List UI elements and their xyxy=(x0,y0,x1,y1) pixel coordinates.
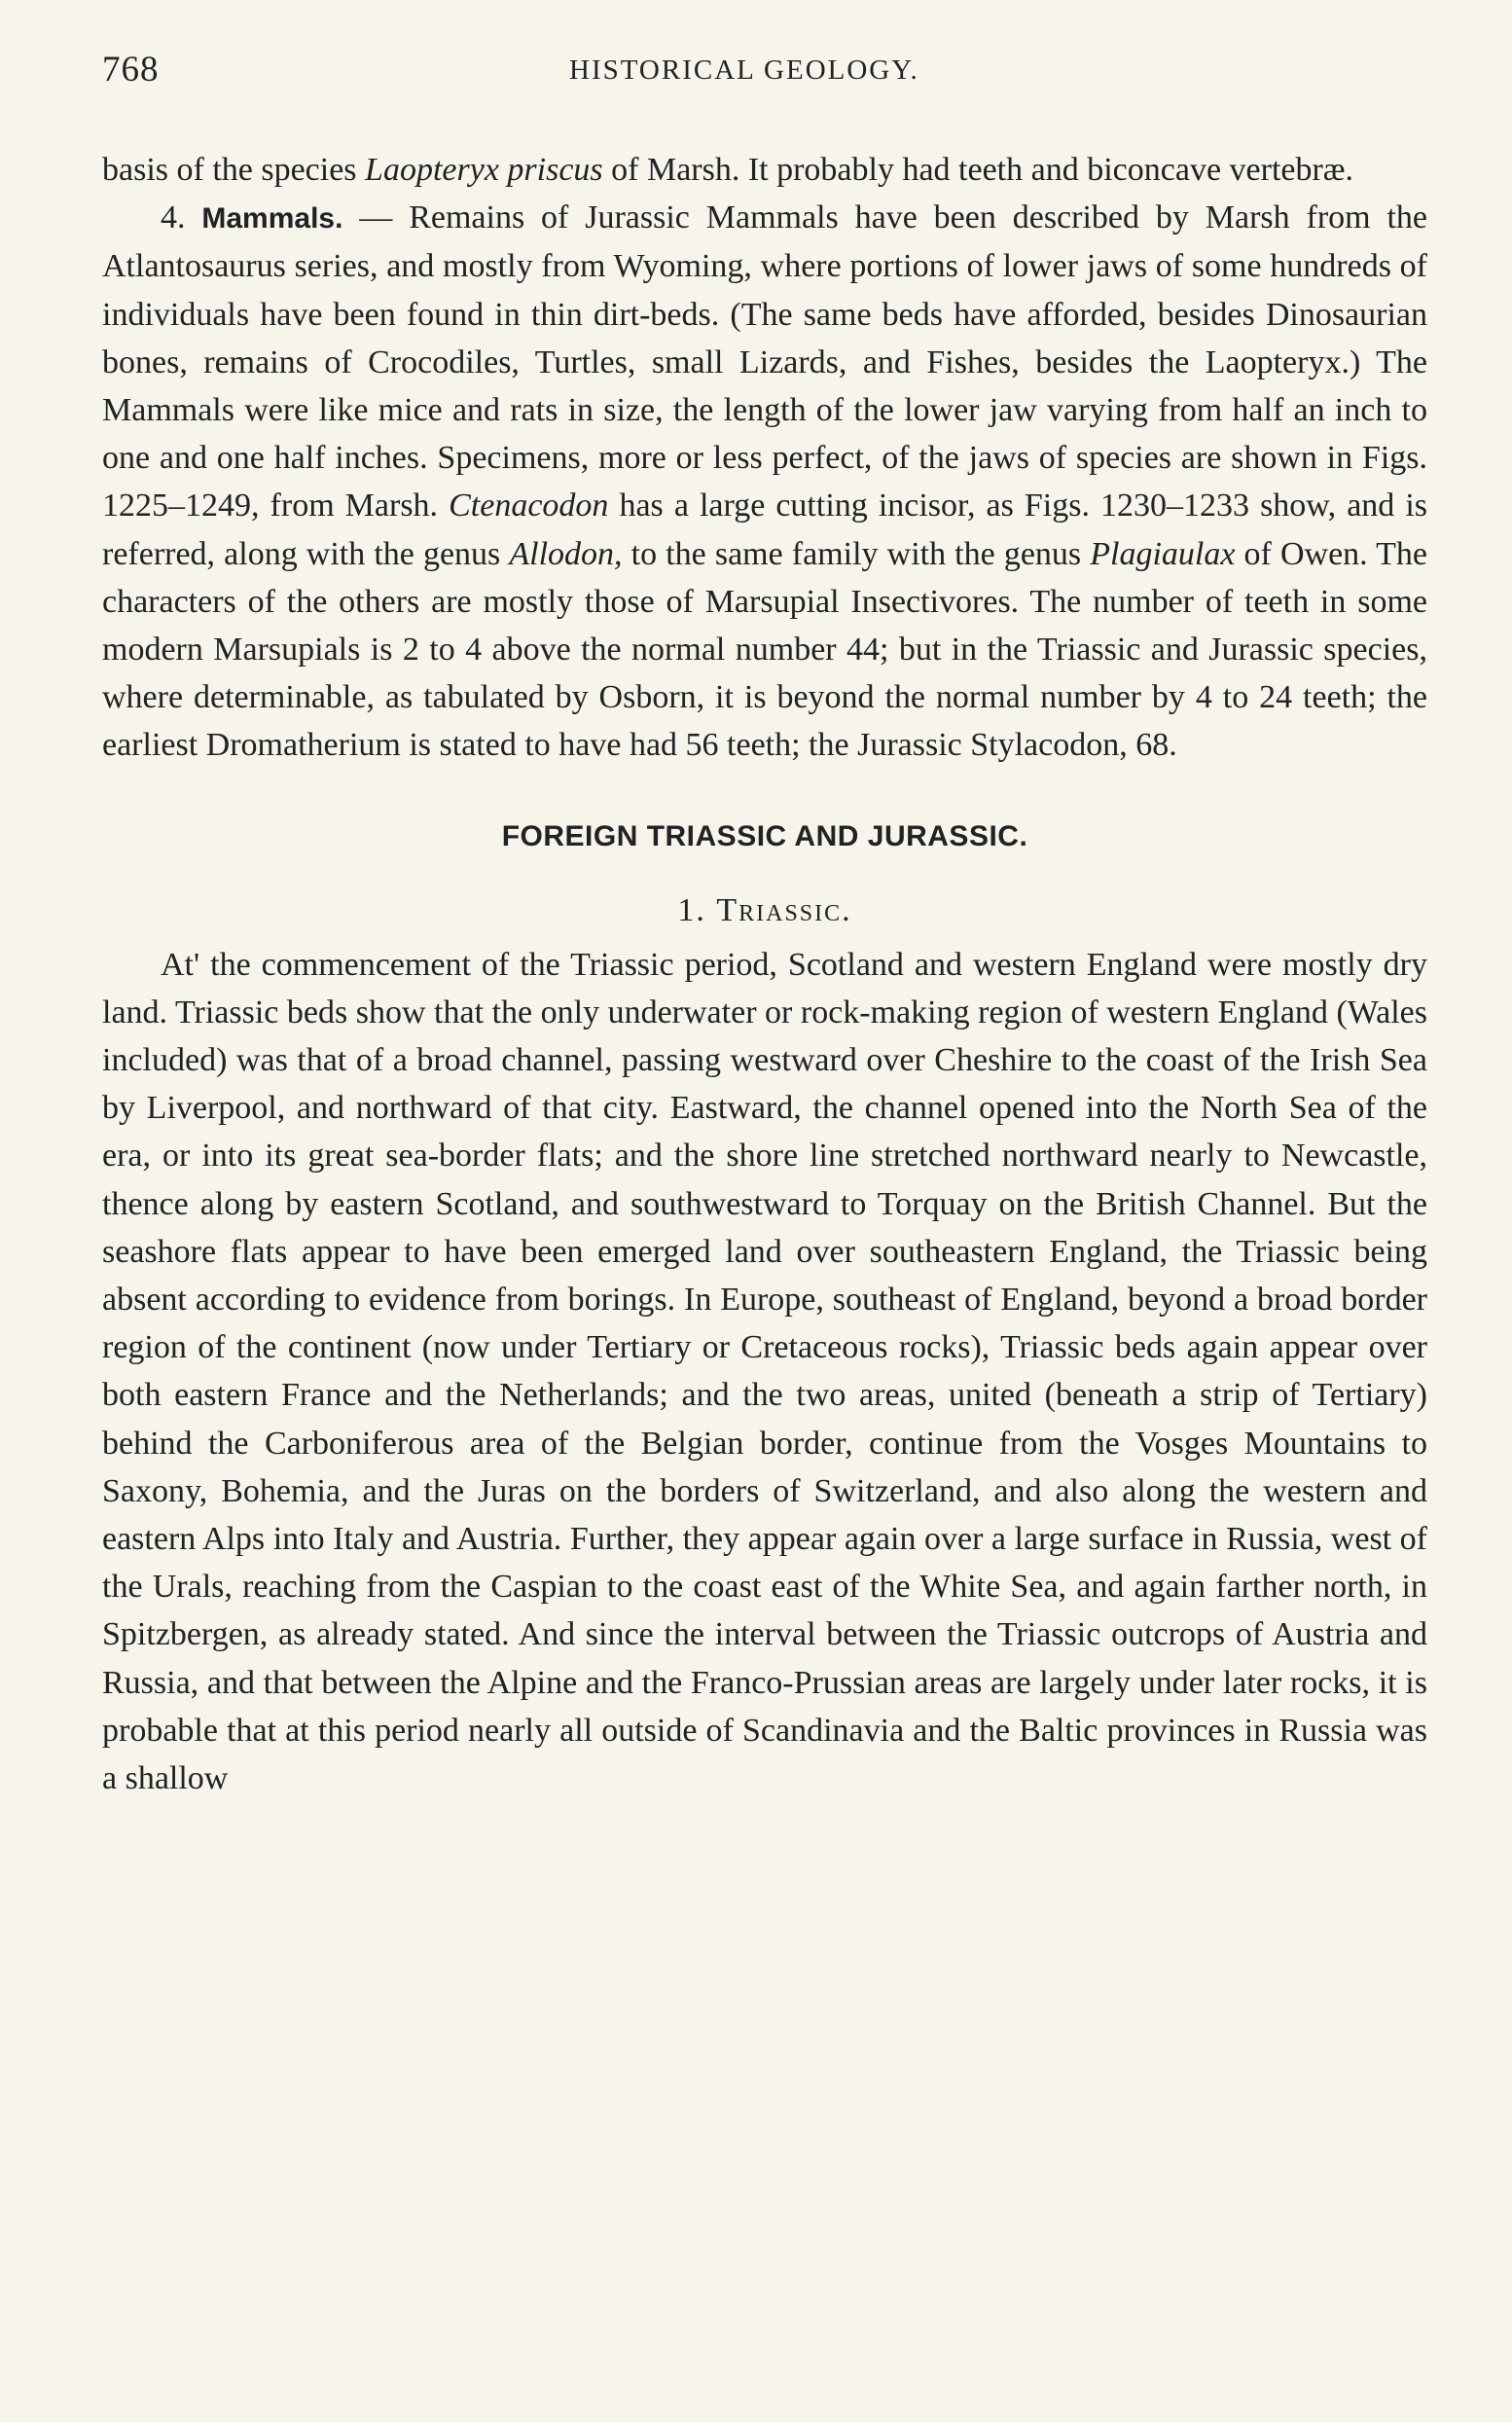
page-body xyxy=(102,146,1427,1802)
text-run: to the same family with the genus xyxy=(622,535,1091,572)
text-run: of Marsh. It probably had teeth and biconcave vertebræ. xyxy=(602,152,1353,188)
text-run: basis of the species xyxy=(102,152,366,188)
subsection-title: Triassic. xyxy=(716,891,852,928)
subsection-heading xyxy=(102,886,1427,935)
genus-name: Allodon, xyxy=(509,535,623,572)
running-title: HISTORICAL GEOLOGY. xyxy=(569,54,919,86)
text-run: — Remains of Jurassic Mammals have been described by Marsh from the Atlantosaurus series, and mostly from Wyoming, where portions of lower jaws of some hundreds of individuals have been found in thin dirt-beds. (The same beds have afforded, besides Dinosaurian bones, remains of Crocodiles, Turtles, small Lizards, and Fishes, besides the Laopteryx.) The Mammals were like mice and rats in size, the length of the lower jaw varying from half an inch to one and one half inches. Specimens, more or less perfect, of the jaws of species are shown in Figs. 1225–1249, from Marsh. xyxy=(102,199,1427,524)
genus-name: Plagiaulax xyxy=(1090,535,1236,572)
species-name: Laopteryx priscus xyxy=(365,152,603,188)
item-number: 4. xyxy=(161,199,202,236)
section-heading: FOREIGN TRIASSIC AND JURASSIC. xyxy=(501,819,1028,852)
item-label: Mammals. xyxy=(201,202,343,235)
paragraph-mammals xyxy=(102,194,1427,769)
page-number: 768 xyxy=(102,50,160,90)
text-run: has a large cutting incisor, as Figs. 1230–1233 show, and is referred, along with the genus xyxy=(102,488,1428,572)
paragraph-laopteryx xyxy=(102,146,1427,194)
genus-name: Ctenacodon xyxy=(449,488,609,524)
paragraph-triassic: At' the commencement of the Triassic period, Scotland and western England were mostly dry land. Triassic beds show that the only underwater or rock-making region of western England (Wales included) was that of a broad channel, passing westward over Cheshire to the coast of the Irish Sea by Liverpool, and northward of that city. Eastward, the channel opened into the North Sea of the era, or into its great sea-border flats; and the shore line stretched northward nearly to Newcastle, thence along by eastern Scotland, and southwestward to Torquay on the British Channel. But the seashore flats appear to have been emerged land over southeastern England, the Triassic being absent according to evidence from borings. In Europe, southeast of England, beyond a broad border region of the continent (now under Tertiary or Cretaceous rocks), Triassic beds again appear over both eastern France and the Netherlands; and the two areas, united (beneath a strip of Tertiary) behind the Carboniferous area of the Belgian border, continue from the Vosges Mountains to Saxony, Bohemia, and the Juras on the borders of Switzerland, and also along the western and eastern Alps into Italy and Austria. Further, they appear again over a large surface in Russia, west of the Urals, reaching from the Caspian to the coast east of the White Sea, and again farther north, in Spitzbergen, as already stated. And since the interval between the Triassic outcrops of Austria and Russia, and that between the Alpine and the Franco-Prussian areas are largely under later rocks, it is probable that at this period nearly all outside of Scandinavia and the Baltic provinces in Russia was a shallow xyxy=(102,946,1427,1797)
running-head xyxy=(102,49,1425,97)
subsection-number: 1. xyxy=(677,891,717,928)
text-run: of Owen. The characters of the others are mostly those of Marsupial Insectivores. The number of teeth in some modern Marsupials is 2 to 4 above the normal number 44; but in the Triassic and Jurassic species, where determinable, as tabulated by Osborn, it is beyond the normal number by 4 to 24 teeth; the earliest Dromatherium is stated to have had 56 teeth; the Jurassic Stylacodon, 68. xyxy=(102,535,1428,764)
